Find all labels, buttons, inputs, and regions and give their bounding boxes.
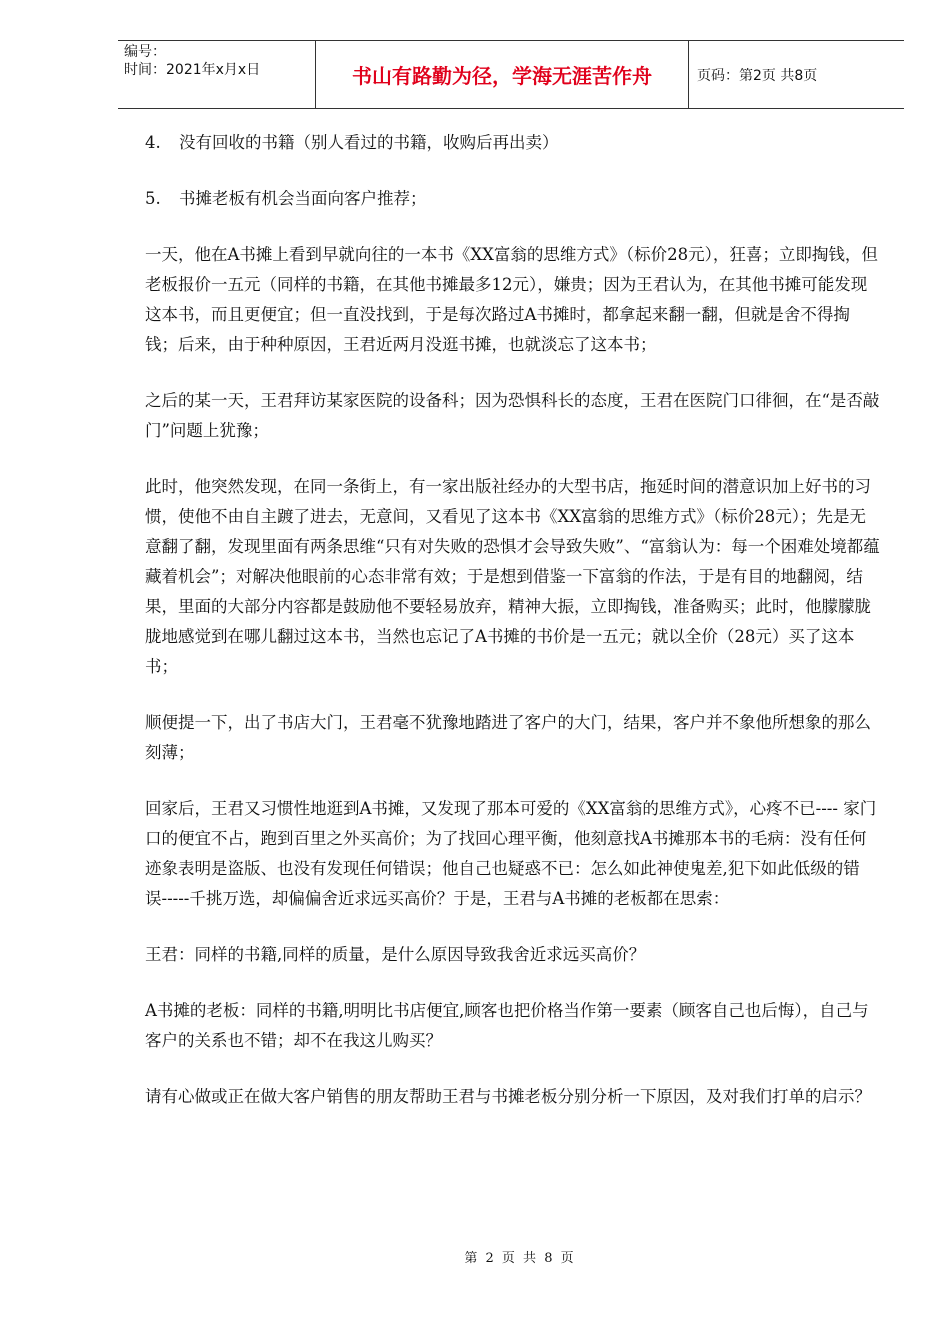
list-item-number: 5.: [145, 189, 161, 208]
paragraph: 顺便提一下，出了书店大门，王君毫不犹豫地踏进了客户的大门，结果，客户并不象他所想象的那么刻薄；: [145, 713, 871, 762]
serial-label: 编号：: [124, 44, 166, 60]
paragraph: 回家后，王君又习惯性地逛到A书摊，又发现了那本可爱的《XX富翁的思维方式》，心疼不已---- 家门口的便宜不占，跑到百里之外买高价；为了找回心理平衡，他刻意找A书摊那本书的毛病：没有任何迹象表明是盗版、也没有发现任何错误；他自己也疑惑不已：怎么如此神使鬼差,犯下如此低级的错误-----千挑万选，却偏偏舍近求远买高价？于是，王君与A书摊的老板都在思索：: [145, 799, 877, 908]
document-body: [145, 128, 880, 1138]
header-meta: [118, 41, 316, 108]
page-footer: 第 2 页 共 8 页: [464, 1251, 576, 1266]
list-item: [145, 184, 880, 214]
paragraph: A书摊的老板：同样的书籍,明明比书店便宜,顾客也把价格当作第一要素（顾客自己也后悔），自己与客户的关系也不错；却不在我这儿购买？: [145, 1001, 869, 1050]
time-label: 时间：2021年x月x日: [124, 62, 261, 78]
paragraph: 一天，他在A书摊上看到早就向往的一本书《XX富翁的思维方式》（标价28元），狂喜；立即掏钱，但老板报价一五元（同样的书籍，在其他书摊最多12元），嫌贵；因为王君认为，在其他书摊可能发现这本书，而且更便宜；但一直没找到，于是每次路过A书摊时，都拿起来翻一翻，但就是舍不得掏钱；后来，由于种种原因，王君近两月没逛书摊，也就淡忘了这本书；: [145, 245, 878, 354]
paragraph: 之后的某一天，王君拜访某家医院的设备科；因为恐惧科长的态度，王君在医院门口徘徊，在“是否敲门”问题上犹豫；: [145, 391, 880, 440]
header-motto: 书山有路勤为径，学海无涯苦作舟: [316, 41, 689, 108]
list-item-number: 4.: [145, 133, 161, 152]
paragraph: 此时，他突然发现，在同一条街上，有一家出版社经办的大型书店，拖延时间的潜意识加上好书的习惯，使他不由自主踱了进去，无意间，又看见了这本书《XX富翁的思维方式》（标价28元）；先是无意翻了翻，发现里面有两条思维“只有对失败的恐惧才会导致失败”、“富翁认为：每一个困难处境都蕴藏着机会”；对解决他眼前的心态非常有效；于是想到借鉴一下富翁的作法，于是有目的地翻阅，结果，里面的大部分内容都是鼓励他不要轻易放弃，精神大振，立即掏钱，准备购买；此时，他朦朦胧胧地感觉到在哪儿翻过这本书，当然也忘记了A书摊的书价是一五元；就以全价（28元）买了这本书；: [145, 477, 880, 676]
page-header: [118, 40, 904, 109]
list-item-text: 书摊老板有机会当面向客户推荐；: [179, 189, 427, 208]
list-item-text: 没有回收的书籍（别人看过的书籍，收购后再出卖）: [179, 133, 559, 152]
header-page-info: 页码：第2页 共8页: [697, 67, 818, 84]
paragraph: 王君：同样的书籍,同样的质量，是什么原因导致我舍近求远买高价？: [145, 945, 646, 964]
list-item: [145, 128, 880, 158]
paragraph: 请有心做或正在做大客户销售的朋友帮助王君与书摊老板分别分析一下原因，及对我们打单的启示？: [145, 1087, 871, 1106]
